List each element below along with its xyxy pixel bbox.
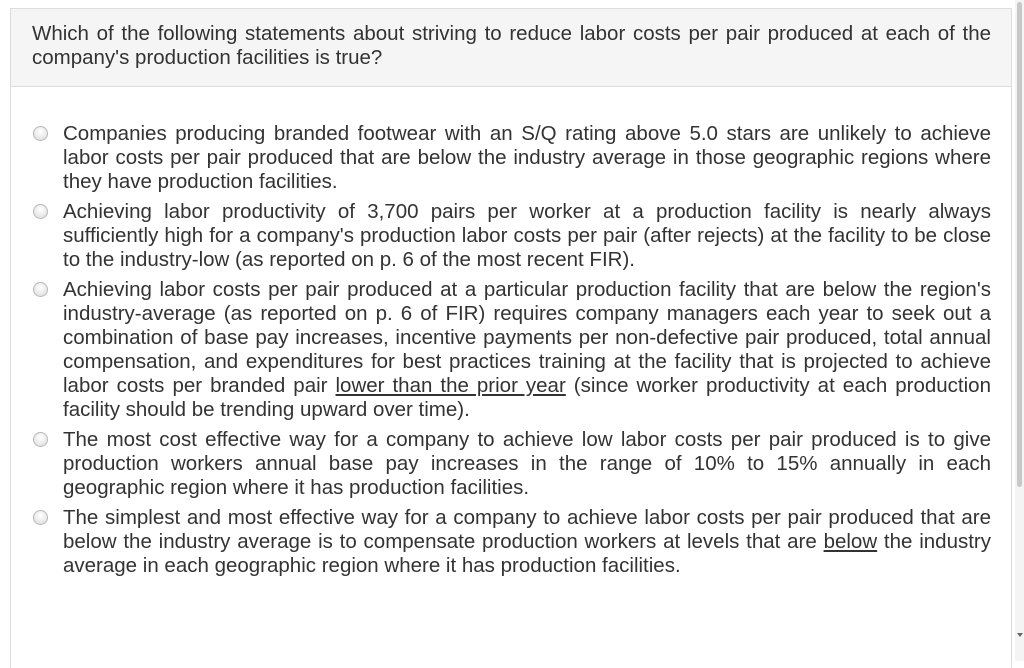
answer-option-5-text: The simplest and most effective way for a company to achieve labor costs per pair produced that are below the industry average is to compensate production workers at levels that are below the industry average in each geographic region where it has production facilities. <box>63 506 991 577</box>
scroll-down-arrow-icon[interactable] <box>1017 633 1023 637</box>
radio-button-1[interactable] <box>33 126 48 141</box>
answer-options <box>11 87 1011 578</box>
underlined-phrase: lower than the prior year <box>335 374 566 397</box>
radio-button-4[interactable] <box>33 432 48 447</box>
radio-button-5[interactable] <box>33 510 48 525</box>
answer-option-5[interactable] <box>33 506 991 578</box>
radio-button-3[interactable] <box>33 282 48 297</box>
radio-button-2[interactable] <box>33 204 48 219</box>
question-header <box>11 9 1011 87</box>
scrollbar-thumb[interactable] <box>1017 2 1022 487</box>
answer-option-1[interactable] <box>33 122 991 194</box>
answer-option-2[interactable] <box>33 200 991 272</box>
answer-option-1-text: Companies producing branded footwear with an S/Q rating above 5.0 stars are unlikely to achieve labor costs per pair produced that are below the industry average in those geographic regions where they have production facilities. <box>63 122 991 193</box>
answer-option-3-text: Achieving labor costs per pair produced at a particular production facility that are below the region's industry-average (as reported on p. 6 of FIR) requires company managers each year to seek out a combination of base pay increases, incentive payments per non-defective pair produced, total annual compensation, and expenditures for best practices training at the facility that is projected to achieve labor costs per branded pair lower than the prior year (since worker productivity at each production facility should be trending upward over time). <box>63 278 991 421</box>
answer-option-2-text: Achieving labor productivity of 3,700 pairs per worker at a production facility is nearly always sufficiently high for a company's production labor costs per pair (after rejects) at the facility to be close to the industry-low (as reported on p. 6 of the most recent FIR). <box>63 200 991 271</box>
question-text: Which of the following statements about striving to reduce labor costs per pair produced at each of the company's production facilities is true? <box>32 22 991 69</box>
question-panel <box>10 8 1012 668</box>
underlined-phrase: below <box>823 530 878 553</box>
answer-option-4[interactable] <box>33 428 991 500</box>
scrollbar[interactable] <box>1015 0 1024 661</box>
answer-option-4-text: The most cost effective way for a company to achieve low labor costs per pair produced is to give production workers annual base pay increases in the range of 10% to 15% annually in each geographic region where it has production facilities. <box>63 428 991 499</box>
answer-option-3[interactable] <box>33 278 991 422</box>
